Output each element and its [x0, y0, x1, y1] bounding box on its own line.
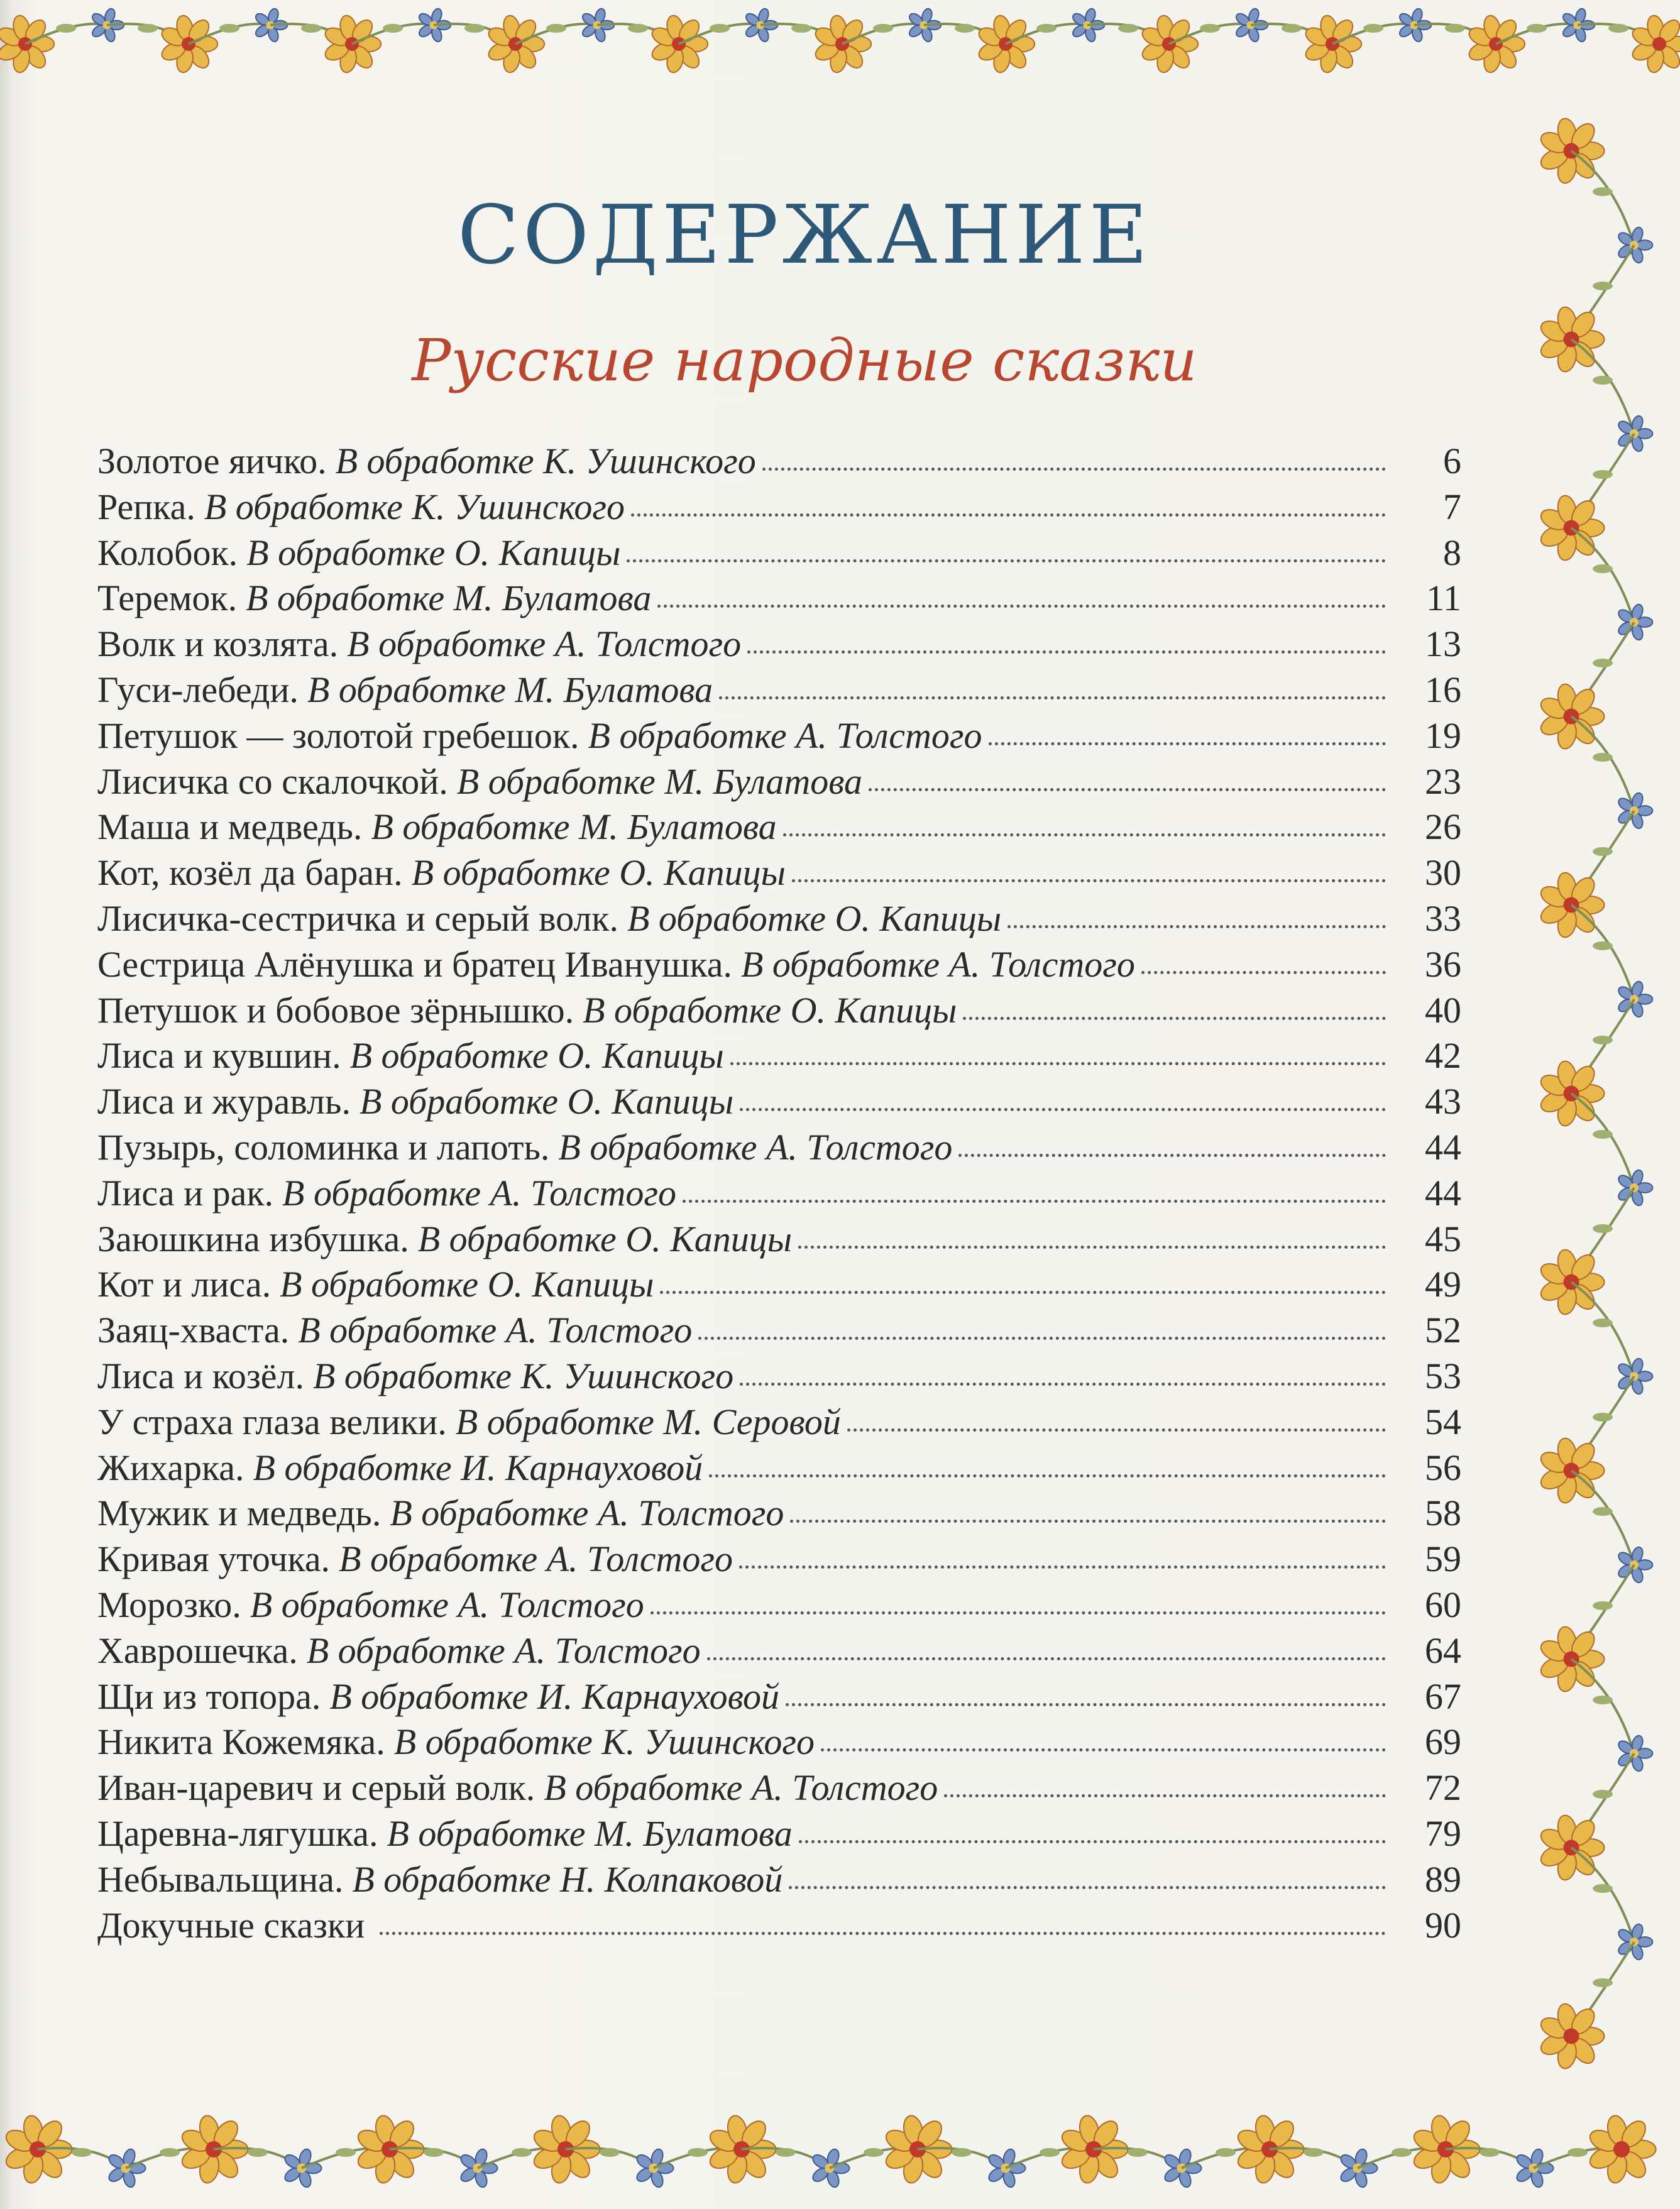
leaf-ornament: [873, 24, 893, 33]
toc-entry: [97, 806, 1461, 852]
toc-entry-title: Сестрица Алёнушка и братец Иванушка.: [97, 943, 732, 985]
toc-entry-page: 16: [1425, 669, 1461, 710]
toc-entry-title: Заяц-хваста.: [97, 1310, 290, 1351]
toc-leader-dots: [707, 1648, 1386, 1660]
gold-flower-ornament: [1538, 1060, 1605, 1128]
blue-flower-ornament: [1617, 980, 1653, 1019]
toc-entry-title: У страха глаза велики.: [97, 1401, 447, 1442]
ornamental-border-top: [0, 0, 1680, 113]
leaf-ornament: [1128, 2148, 1148, 2157]
toc-entry: [97, 532, 1461, 578]
toc-entry-page: 90: [1425, 1904, 1461, 1946]
toc-leader-dots: [627, 551, 1386, 562]
toc-leader-dots: [660, 1282, 1386, 1294]
leaf-ornament: [301, 24, 321, 33]
toc-entry-title: Колобок.: [97, 532, 238, 573]
toc-entry-page: 58: [1425, 1493, 1461, 1534]
toc-entry-editor: В обработке О. Капицы: [280, 1264, 654, 1305]
toc-entry: [97, 1492, 1461, 1538]
leaf-ornament: [1480, 2148, 1500, 2157]
toc-entry: [97, 1767, 1461, 1812]
leaf-ornament: [1593, 1507, 1613, 1516]
leaf-ornament: [1593, 1318, 1613, 1327]
toc-entry-editor: В обработке К. Ушинского: [312, 1355, 734, 1396]
leaf-ornament: [512, 2148, 532, 2157]
toc-entry-editor: В обработке О. Капицы: [359, 1081, 734, 1122]
toc-leader-dots: [792, 870, 1386, 882]
leaf-ornament: [1593, 282, 1613, 290]
toc-entry: [97, 1309, 1461, 1355]
toc-entry-editor: В обработке М. Булатова: [371, 806, 777, 848]
leaf-ornament: [1593, 659, 1613, 667]
toc-entry-title: Морозко.: [97, 1584, 241, 1625]
toc-leader-dots: [651, 1603, 1386, 1614]
leaf-ornament: [955, 24, 975, 33]
toc-entry-title: Кот, козёл да баран.: [97, 852, 403, 894]
toc-leader-dots: [869, 779, 1386, 791]
toc-entry-title: Маша и медведь.: [97, 806, 363, 848]
leaf-ornament: [72, 2148, 92, 2157]
toc-entry-title: Небывальщина.: [97, 1858, 344, 1900]
gold-flower-ornament: [1139, 14, 1198, 74]
toc-entry: [97, 1721, 1461, 1767]
toc-entry-title: Царевна-лягушка.: [97, 1812, 378, 1854]
gold-flower-ornament: [649, 14, 708, 74]
toc-entry: [97, 1263, 1461, 1309]
toc-entry: [97, 623, 1461, 669]
leaf-ornament: [1593, 564, 1613, 573]
leaf-ornament: [1593, 1978, 1613, 1987]
leaf-ornament: [1363, 24, 1383, 33]
toc-entry-title: Золотое яичко.: [97, 441, 327, 481]
toc-entry: [97, 1080, 1461, 1126]
leaf-ornament: [138, 24, 158, 33]
toc-entry: [97, 486, 1461, 532]
toc-entry-title: Кот и лиса.: [97, 1264, 272, 1305]
toc-entry: [97, 852, 1461, 897]
toc-entry-editor: В обработке А. Толстого: [347, 623, 742, 665]
gold-flower-ornament: [1538, 1625, 1605, 1694]
toc-entry-editor: В обработке М. Булатова: [246, 578, 652, 619]
leaf-ornament: [1593, 1884, 1613, 1893]
toc-entry-title: Лиса и кувшин.: [97, 1035, 341, 1077]
toc-entry-title: Волк и козлята.: [97, 623, 339, 665]
toc-entry-editor: В обработке К. Ушинского: [335, 441, 756, 481]
leaf-ornament: [1216, 2148, 1236, 2157]
leaf-ornament: [1567, 2148, 1588, 2157]
gold-flower-ornament: [976, 14, 1035, 74]
toc-leader-dots: [798, 1237, 1386, 1249]
toc-entry-page: 89: [1425, 1858, 1461, 1900]
leaf-ornament: [1593, 847, 1613, 856]
toc-leader-dots: [739, 1557, 1386, 1569]
leaf-ornament: [1593, 1601, 1613, 1610]
gold-flower-ornament: [1538, 1248, 1605, 1317]
ornamental-border-right: [1502, 113, 1680, 2074]
toc-leader-dots: [944, 1785, 1386, 1797]
leaf-ornament: [1593, 941, 1613, 950]
leaf-ornament: [688, 2148, 708, 2157]
gold-flower-ornament: [1538, 117, 1605, 185]
toc-leader-dots: [1141, 962, 1386, 974]
toc-leader-dots: [698, 1328, 1386, 1340]
gold-flower-ornament: [1538, 871, 1605, 940]
leaf-ornament: [1593, 376, 1613, 385]
toc-entry-editor: В обработке М. Булатова: [456, 760, 863, 802]
blue-flower-ornament: [1617, 1546, 1653, 1584]
toc-entry-editor: В обработке И. Карнауховой: [329, 1675, 780, 1717]
toc-entry: [97, 440, 1461, 486]
toc-entry-editor: В обработке А. Толстого: [588, 715, 982, 756]
toc-entry-page: 23: [1425, 760, 1461, 802]
leaf-ornament: [1040, 2148, 1060, 2157]
table-of-contents: [97, 440, 1461, 1949]
toc-leader-dots: [709, 1466, 1386, 1477]
toc-entry-editor: В обработке О. Капицы: [417, 1218, 792, 1259]
blue-flower-ornament: [1617, 226, 1653, 265]
toc-leader-dots: [683, 1191, 1386, 1203]
toc-entry-title: Пузырь, соломинка и лапоть.: [97, 1126, 550, 1168]
blue-flower-ornament: [1617, 415, 1653, 453]
toc-entry: [97, 1675, 1461, 1721]
toc-entry-title: Хаврошечка.: [97, 1630, 298, 1671]
toc-entry-page: 26: [1425, 806, 1461, 848]
toc-entry-title: Лиса и журавль.: [97, 1081, 351, 1122]
toc-entry: [97, 1538, 1461, 1584]
toc-entry: [97, 897, 1461, 943]
toc-entry-page: 36: [1425, 943, 1461, 985]
toc-entry-page: 44: [1425, 1172, 1461, 1214]
toc-entry-page: 64: [1425, 1630, 1461, 1671]
toc-leader-dots: [963, 1008, 1386, 1020]
leaf-ornament: [1593, 1413, 1613, 1422]
toc-entry: [97, 1172, 1461, 1218]
gold-flower-ornament: [1538, 494, 1605, 562]
toc-leader-dots: [762, 459, 1386, 471]
toc-entry-page: 7: [1443, 486, 1461, 527]
toc-entry-title: Кривая уточка.: [97, 1538, 331, 1580]
blue-flower-ornament: [1617, 603, 1653, 642]
gold-flower-ornament: [1538, 1814, 1605, 1882]
toc-leader-dots: [657, 596, 1386, 608]
toc-leader-dots: [821, 1740, 1386, 1751]
toc-entry-editor: В обработке О. Капицы: [627, 897, 1002, 939]
toc-entry-page: 53: [1425, 1355, 1461, 1396]
toc-entry-title: Петушок и бобовое зёрнышко.: [97, 989, 574, 1031]
toc-entry: [97, 1218, 1461, 1264]
toc-entry-page: 13: [1425, 623, 1461, 665]
leaf-ornament: [1593, 1790, 1613, 1799]
gold-flower-ornament: [486, 14, 544, 74]
leaf-ornament: [952, 2148, 972, 2157]
gold-flower-ornament: [1538, 682, 1605, 751]
toc-entry: [97, 943, 1461, 989]
gold-flower-ornament: [322, 14, 381, 74]
leaf-ornament: [1593, 1224, 1613, 1233]
toc-entry-page: 40: [1425, 989, 1461, 1031]
toc-entry: [97, 760, 1461, 806]
toc-leader-dots: [799, 1831, 1386, 1843]
toc-entry: [97, 577, 1461, 623]
toc-entry-title: Никита Кожемяка.: [97, 1721, 385, 1763]
blue-flower-ornament: [1617, 1169, 1653, 1207]
leaf-ornament: [1593, 753, 1613, 762]
toc-entry-page: 11: [1426, 578, 1461, 619]
leaf-ornament: [1392, 2148, 1412, 2157]
toc-leader-dots: [740, 1374, 1386, 1386]
leaf-ornament: [1118, 24, 1138, 33]
toc-leader-dots: [786, 1694, 1386, 1706]
toc-entry-title: Гуси-лебеди.: [97, 669, 299, 710]
toc-entry-page: 52: [1425, 1310, 1461, 1351]
gold-flower-ornament: [1630, 14, 1680, 74]
leaf-ornament: [546, 24, 566, 33]
toc-leader-dots: [783, 825, 1386, 836]
leaf-ornament: [791, 24, 811, 33]
toc-leader-dots: [740, 1099, 1386, 1111]
leaf-ornament: [1593, 1036, 1613, 1044]
toc-entry-page: 30: [1425, 852, 1461, 894]
toc-entry-page: 33: [1425, 897, 1461, 939]
toc-leader-dots: [847, 1420, 1386, 1432]
toc-entry-editor: В обработке М. Серовой: [455, 1401, 841, 1442]
leaf-ornament: [424, 2148, 444, 2157]
page-title: СОДЕРЖАНИЕ: [458, 189, 1151, 282]
toc-entry-editor: В обработке И. Карнауховой: [253, 1447, 703, 1488]
toc-entry-editor: В обработке О. Капицы: [583, 989, 957, 1031]
leaf-ornament: [219, 24, 239, 33]
leaf-ornament: [776, 2148, 796, 2157]
toc-entry: [97, 715, 1461, 760]
toc-entry: [97, 669, 1461, 715]
floral-border-pattern: [0, 8, 1680, 74]
toc-entry-title: Репка.: [97, 486, 195, 527]
leaf-ornament: [336, 2148, 356, 2157]
toc-entry-editor: В обработке М. Булатова: [307, 669, 713, 710]
blue-flower-ornament: [1617, 1735, 1653, 1773]
toc-entry-title: Докучные сказки: [97, 1904, 365, 1946]
toc-entry-page: 60: [1425, 1584, 1461, 1625]
toc-entry-editor: В обработке К. Ушинского: [204, 486, 625, 527]
gold-flower-ornament: [159, 14, 217, 74]
leaf-ornament: [600, 2148, 620, 2157]
leaf-ornament: [160, 2148, 180, 2157]
toc-entry-editor: В обработке А. Толстого: [740, 943, 1135, 985]
toc-entry-editor: В обработке А. Толстого: [544, 1767, 938, 1809]
toc-leader-dots: [631, 505, 1386, 517]
leaf-ornament: [1200, 24, 1220, 33]
leaf-ornament: [1593, 1130, 1613, 1139]
toc-entry-editor: В обработке А. Толстого: [306, 1630, 701, 1671]
toc-leader-dots: [790, 1511, 1386, 1523]
toc-leader-dots: [380, 1923, 1386, 1935]
gold-flower-ornament: [1538, 2002, 1605, 2071]
blue-flower-ornament: [1617, 1357, 1653, 1396]
toc-entry: [97, 989, 1461, 1035]
toc-leader-dots: [730, 1053, 1386, 1065]
toc-leader-dots: [958, 1145, 1386, 1157]
toc-leader-dots: [1007, 916, 1386, 928]
gold-flower-ornament: [1303, 14, 1361, 74]
leaf-ornament: [383, 24, 403, 33]
toc-entry-editor: В обработке А. Толстого: [390, 1493, 784, 1534]
toc-entry-page: 79: [1425, 1812, 1461, 1854]
leaf-ornament: [1608, 24, 1628, 33]
leaf-ornament: [1036, 24, 1057, 33]
leaf-ornament: [1593, 187, 1613, 196]
toc-entry-page: 72: [1425, 1767, 1461, 1809]
toc-entry-editor: В обработке О. Капицы: [411, 852, 786, 894]
leaf-ornament: [1593, 470, 1613, 479]
leaf-ornament: [710, 24, 730, 33]
gold-flower-ornament: [1538, 305, 1605, 374]
toc-entry-title: Мужик и медведь.: [97, 1493, 382, 1534]
blue-flower-ornament: [1617, 1923, 1653, 1961]
ornamental-border-bottom: [0, 2074, 1680, 2209]
toc-entry: [97, 1630, 1461, 1675]
toc-entry-title: Теремок.: [97, 578, 238, 619]
toc-entry-page: 19: [1425, 715, 1461, 756]
toc-entry-title: Иван-царевич и серый волк.: [97, 1767, 535, 1809]
toc-entry-page: 44: [1425, 1126, 1461, 1168]
leaf-ornament: [248, 2148, 268, 2157]
leaf-ornament: [1304, 2148, 1324, 2157]
gold-flower-ornament: [813, 14, 871, 74]
gold-flower-ornament: [1466, 14, 1525, 74]
toc-entry-page: 67: [1425, 1675, 1461, 1717]
toc-leader-dots: [747, 642, 1386, 654]
leaf-ornament: [56, 24, 76, 33]
toc-leader-dots: [789, 1877, 1386, 1889]
toc-entry-page: 45: [1425, 1218, 1461, 1259]
toc-entry-title: Петушок — золотой гребешок.: [97, 715, 579, 756]
gold-flower-ornament: [1538, 1437, 1605, 1505]
toc-entry: [97, 1447, 1461, 1493]
toc-entry-title: Лиса и козёл.: [97, 1355, 304, 1396]
toc-entry: [97, 1401, 1461, 1447]
toc-entry-page: 43: [1425, 1081, 1461, 1122]
toc-entry-page: 59: [1425, 1538, 1461, 1580]
toc-entry: [97, 1812, 1461, 1858]
toc-entry-editor: В обработке А. Толстого: [339, 1538, 733, 1580]
leaf-ornament: [864, 2148, 884, 2157]
toc-entry-editor: В обработке А. Толстого: [558, 1126, 953, 1168]
toc-entry-editor: В обработке О. Капицы: [246, 532, 621, 573]
toc-entry-editor: В обработке К. Ушинского: [393, 1721, 815, 1763]
toc-entry-page: 8: [1443, 532, 1461, 573]
toc-entry: [97, 1904, 1461, 1950]
toc-entry-page: 69: [1425, 1721, 1461, 1763]
toc-entry: [97, 1034, 1461, 1080]
toc-entry-title: Щи из топора.: [97, 1675, 321, 1717]
toc-entry-title: Лиса и рак.: [97, 1172, 274, 1214]
leaf-ornament: [1445, 24, 1465, 33]
toc-entry-title: Лисичка-сестричка и серый волк.: [97, 897, 618, 939]
toc-entry-editor: В обработке Н. Колпаковой: [352, 1858, 783, 1900]
toc-entry-editor: В обработке А. Толстого: [282, 1172, 676, 1214]
toc-entry-page: 56: [1425, 1447, 1461, 1488]
leaf-ornament: [628, 24, 648, 33]
toc-leader-dots: [719, 688, 1386, 699]
toc-entry: [97, 1584, 1461, 1630]
toc-entry-page: 6: [1443, 441, 1461, 481]
blue-flower-ornament: [1617, 792, 1653, 830]
section-title: Русские народные сказки: [412, 327, 1197, 394]
toc-entry-page: 42: [1425, 1035, 1461, 1077]
toc-entry-editor: В обработке О. Капицы: [349, 1035, 724, 1077]
toc-entry-title: Заюшкина избушка.: [97, 1218, 409, 1259]
toc-entry-editor: В обработке А. Толстого: [298, 1310, 693, 1351]
leaf-ornament: [1282, 24, 1302, 33]
leaf-ornament: [464, 24, 485, 33]
toc-entry: [97, 1355, 1461, 1401]
leaf-ornament: [1527, 24, 1547, 33]
toc-entry-editor: В обработке М. Булатова: [387, 1812, 793, 1854]
toc-entry-page: 54: [1425, 1401, 1461, 1442]
toc-entry: [97, 1126, 1461, 1172]
toc-leader-dots: [989, 733, 1386, 745]
toc-entry-title: Жихарка.: [97, 1447, 244, 1488]
toc-entry-page: 49: [1425, 1264, 1461, 1305]
leaf-ornament: [1593, 1696, 1613, 1704]
toc-entry-title: Лисичка со скалочкой.: [97, 760, 448, 802]
toc-entry: [97, 1858, 1461, 1904]
toc-entry-editor: В обработке А. Толстого: [250, 1584, 644, 1625]
